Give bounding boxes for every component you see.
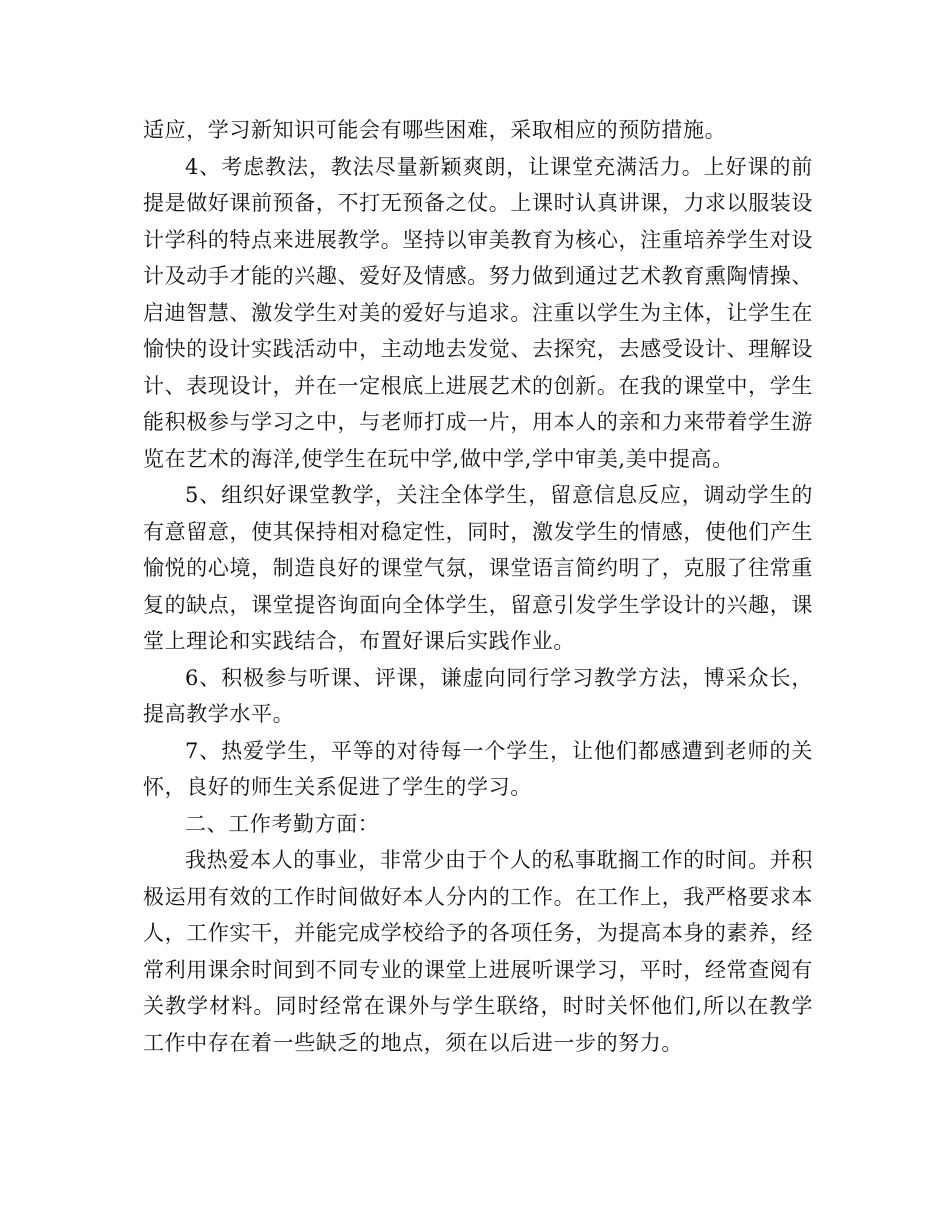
paragraph-attendance-body: 我热爱本人的事业，非常少由于个人的私事耽搁工作的时间。并积极运用有效的工作时间做好本人分内的工作。在工作上，我严格要求本人，工作实干，并能完成学校给予的各项任务，为提高本身的素养，经常利用课余时间到不同专业的课堂上进展听课学习，平时，经常查阅有关教学材料。同时经常在课外与学生联络，时时关怀他们,所以在教学工作中存在着一些缺乏的地点，须在以后进一步的努力。 [143,848,813,1055]
document-body [143,112,813,1061]
paragraph-item-7-caring-for-students: 7、热爱学生，平等的对待每一个学生，让他们都感遭到老师的关怀，良好的师生关系促进了学生的学习。 [143,738,813,799]
section-heading-attendance: 二、工作考勤方面： [185,811,380,836]
paragraph-continuation: 适应，学习新知识可能会有哪些困难，采取相应的预防措施。 [143,118,727,142]
paragraph-item-5-classroom-organization: 5、组织好课堂教学，关注全体学生，留意信息反应，调动学生的有意留意，使其保持相对稳定性，同时，激发学生的情感，使他们产生愉悦的心境，制造良好的课堂气氛，课堂语言简约明了，克服了往常重复的缺点，课堂提咨询面向全体学生，留意引发学生学设计的兴趣，课堂上理论和实践结合，布置好课后实践作业。 [143,483,813,653]
paragraph-item-6-lesson-observation: 6、积极参与听课、评课，谦虚向同行学习教学方法，博采众长，提高教学水平。 [143,665,813,726]
paragraph-item-4-teaching-method: 4、考虑教法，教法尽量新颖爽朗，让课堂充满活力。上好课的前提是做好课前预备，不打无预备之仗。上课时认真讲课，力求以服装设计学科的特点来进展教学。坚持以审美教育为核心，注重培养学生对设计及动手才能的兴趣、爱好及情感。努力做到通过艺术教育熏陶情操、启迪智慧、激发学生对美的爱好与追求。注重以学生为主体，让学生在愉快的设计实践活动中，主动地去发觉、去探究，去感受设计、理解设计、表现设计，并在一定根底上进展艺术的创新。在我的课堂中，学生能积极参与学习之中，与老师打成一片，用本人的亲和力来带着学生游览在艺术的海洋,使学生在玩中学,做中学,学中审美,美中提高。 [143,154,813,471]
